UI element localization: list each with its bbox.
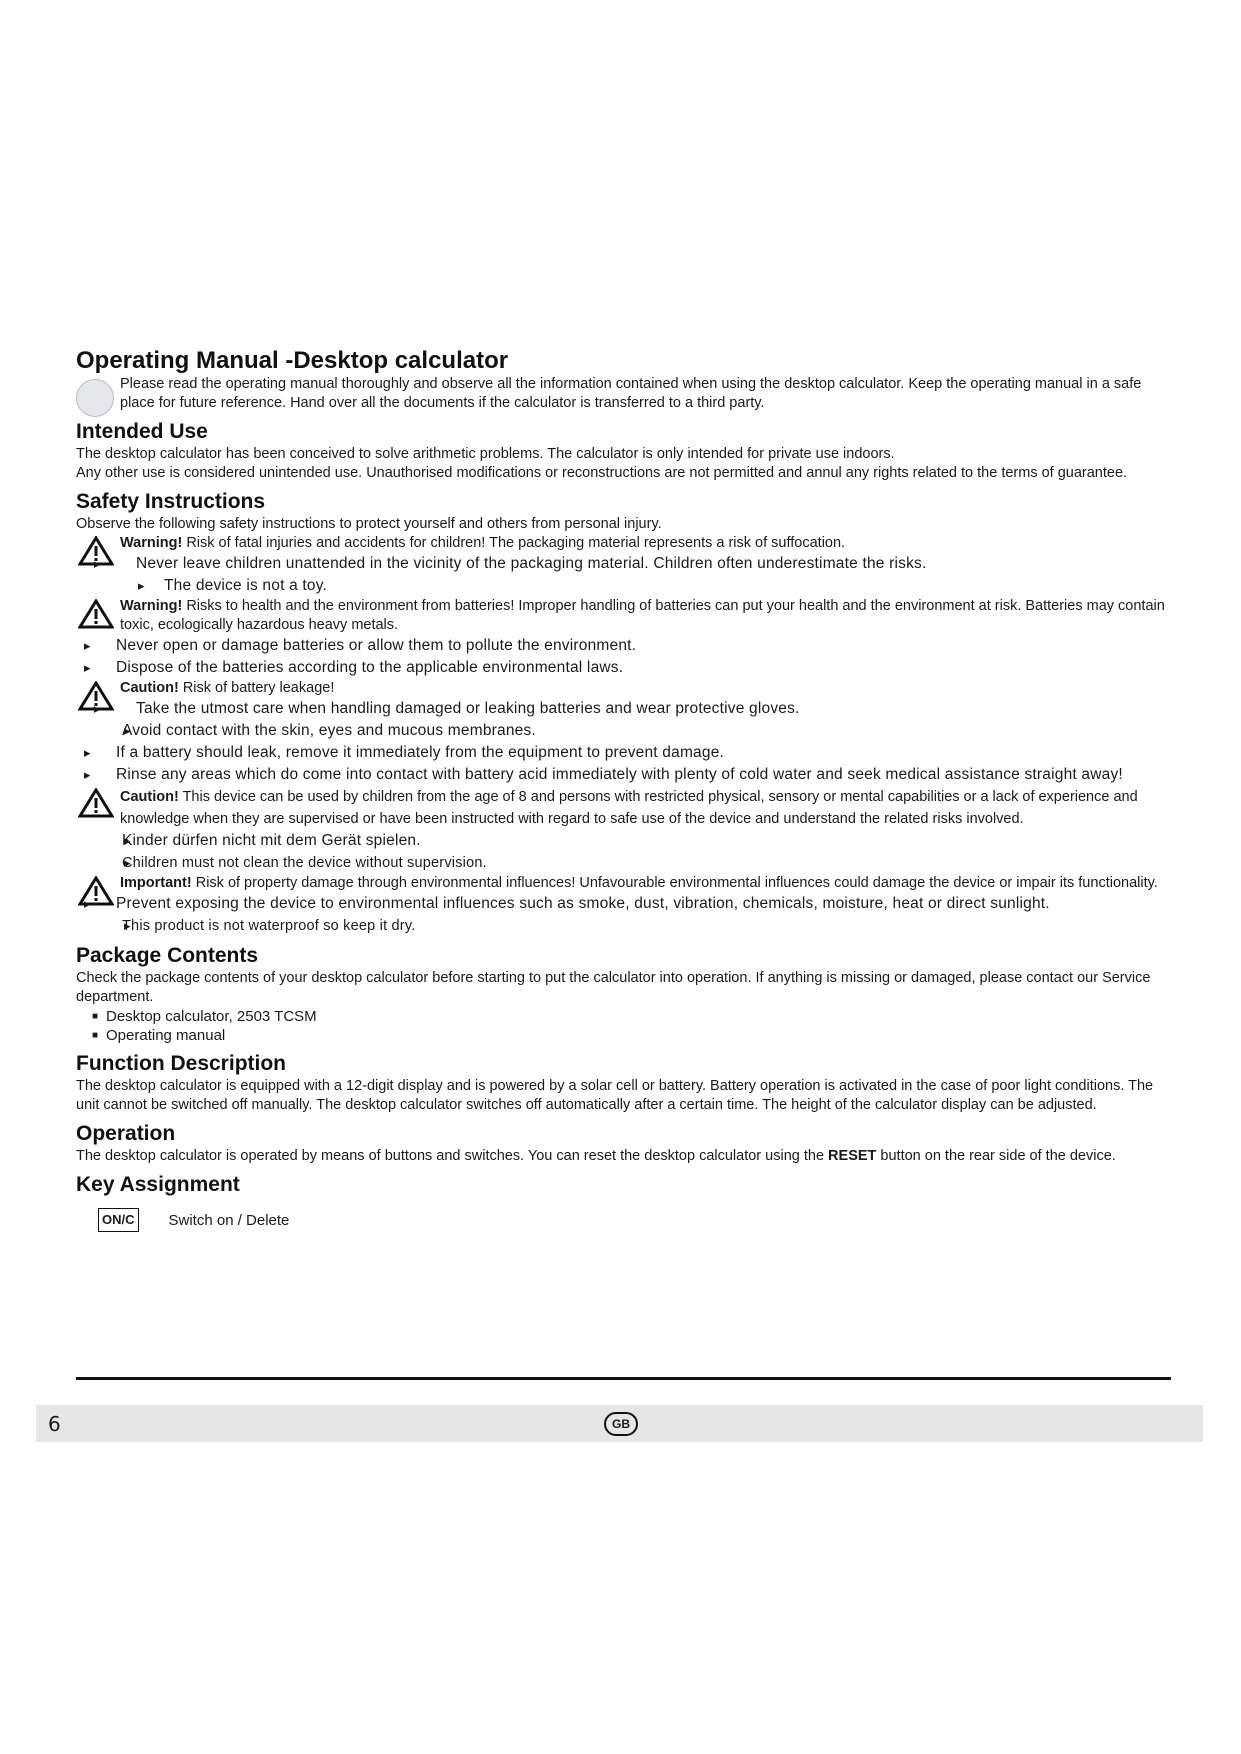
function-section xyxy=(76,1051,1171,1115)
list-item: ▸ The device is not a toy. xyxy=(76,575,1171,597)
caution-children xyxy=(76,786,1171,830)
warning-text: Risks to health and the environment from batteries! Improper handling of batteries can put your health and the environment at risk. Batteries may contain toxic, ecologically hazardous heavy metals. xyxy=(120,598,1165,633)
list-item: ▸ Children must not clean the device without supervision. xyxy=(76,852,1171,874)
key-heading: Key Assignment xyxy=(76,1173,240,1196)
reset-label: RESET xyxy=(828,1148,877,1164)
on-c-key: ON/C xyxy=(98,1208,139,1232)
page-title: Operating Manual -Desktop calculator xyxy=(76,347,509,374)
list-item: ▸ Dispose of the batteries according to the applicable environmental laws. xyxy=(76,657,1171,679)
operation-text-a: The desktop calculator is operated by means of buttons and switches. You can reset the desktop calculator using the xyxy=(76,1148,829,1164)
safety-heading: Safety Instructions xyxy=(76,490,266,513)
package-text: Check the package contents of your desktop calculator before starting to put the calculator into operation. If anything is missing or damaged, please contact our Service department. xyxy=(76,970,1151,1005)
list-item: ■ Operating manual xyxy=(76,1026,1171,1045)
package-section xyxy=(76,943,1171,1045)
operation-text-b: button on the rear side of the device. xyxy=(876,1148,1116,1164)
list-item: ▸ Rinse any areas which do come into contact with battery acid immediately with plenty of cold water and seek medical assistance straight away! xyxy=(76,764,1171,786)
caution-label: Caution! xyxy=(120,789,179,805)
function-text: The desktop calculator is equipped with a 12-digit display and is powered by a solar cell or battery. Battery operation is activated in the case of poor light conditions. The unit cannot be switched off manually. The desktop calculator switches off automatically after a certain time. The height of the calculator display can be adjusted. xyxy=(76,1078,1154,1113)
caution-label: Caution! xyxy=(120,680,179,696)
operation-section xyxy=(76,1121,1171,1166)
important-label: Important! xyxy=(120,875,192,891)
intro-block xyxy=(76,375,1171,413)
key-row xyxy=(76,1208,1171,1232)
safety-section xyxy=(76,489,1171,937)
important-property xyxy=(76,874,1171,893)
warning-triangle-icon xyxy=(78,599,114,629)
warning-label: Warning! xyxy=(120,598,183,614)
bottom-rule xyxy=(76,1377,1171,1380)
document-body xyxy=(76,347,1171,1232)
page-number: 6 xyxy=(48,1412,61,1436)
caution-text: Risk of battery leakage! xyxy=(178,680,335,696)
page-footer xyxy=(36,1405,1203,1442)
warning-triangle-icon xyxy=(78,788,114,818)
list-item: ▸ Never open or damage batteries or allow them to pollute the environment. xyxy=(76,635,1171,657)
list-item: ▸ Kinder dürfen nicht mit dem Gerät spielen. xyxy=(76,830,1171,852)
language-badge: GB xyxy=(604,1412,638,1436)
key-section xyxy=(76,1172,1171,1232)
warning-text: Risk of fatal injuries and accidents for children! The packaging material represents a risk of suffocation. xyxy=(182,535,846,551)
list-item: ▸ Never leave children unattended in the vicinity of the packaging material. Children often underestimate the risks. xyxy=(76,553,1171,575)
operation-text xyxy=(76,1147,1171,1166)
read-manual-icon xyxy=(76,379,114,417)
list-item: ▸ Take the utmost care when handling damaged or leaking batteries and wear protective gloves. xyxy=(76,698,1171,720)
warning-label: Warning! xyxy=(120,535,183,551)
intended-use-heading: Intended Use xyxy=(76,420,208,443)
caution-text: This device can be used by children from the age of 8 and persons with restricted physical, sensory or mental capabilities or a lack of experience and knowledge when they are supervised or have been instructed with regard to safe use of the device and understand the related risks involved. xyxy=(120,789,1138,827)
caution-leakage xyxy=(76,679,1171,698)
list-item: ▸ Avoid contact with the skin, eyes and mucous membranes. xyxy=(76,720,1171,742)
safety-intro: Observe the following safety instructions to protect yourself and others from personal injury. xyxy=(76,516,662,532)
package-heading: Package Contents xyxy=(76,944,259,967)
warning-children xyxy=(76,534,1171,553)
function-heading: Function Description xyxy=(76,1052,286,1075)
warning-batteries xyxy=(76,597,1171,635)
list-item: ▸ Prevent exposing the device to environmental influences such as smoke, dust, vibration, chemicals, moisture, heat or direct sunlight. xyxy=(76,893,1171,915)
list-item: ■ Desktop calculator, 2503 TCSM xyxy=(76,1007,1171,1026)
list-item: ▸ This product is not waterproof so keep it dry. xyxy=(76,915,1171,937)
important-text: Risk of property damage through environmental influences! Unfavourable environmental influences could damage the device or impair its functionality. xyxy=(191,875,1158,891)
list-item: ▸ If a battery should leak, remove it immediately from the equipment to prevent damage. xyxy=(76,742,1171,764)
intended-use-section xyxy=(76,419,1171,483)
intro-text: Please read the operating manual thoroughly and observe all the information contained when using the desktop calculator. Keep the operating manual in a safe place for future reference. Hand over all the documents if the calculator is transferred to a third party. xyxy=(120,376,1142,411)
intended-use-p1: The desktop calculator has been conceived to solve arithmetic problems. The calculator is only intended for private use indoors. xyxy=(76,446,895,462)
operation-heading: Operation xyxy=(76,1122,176,1145)
on-c-key-description: Switch on / Delete xyxy=(168,1211,290,1229)
intended-use-p2: Any other use is considered unintended use. Unauthorised modifications or reconstructions are not permitted and annul any rights related to the terms of guarantee. xyxy=(76,465,1128,481)
